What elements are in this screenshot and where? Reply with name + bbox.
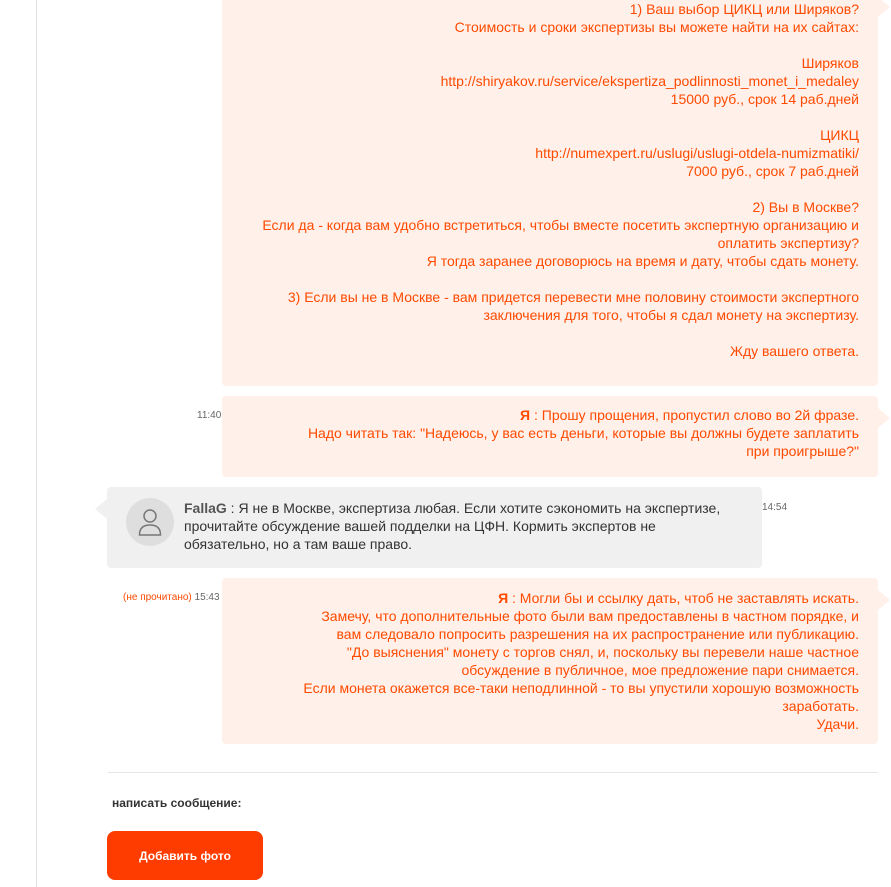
message-line: ЦИКЦ (820, 127, 859, 143)
message-line: обсуждение в публичное, мое предложение пари снимается. (461, 662, 859, 678)
left-column-border (36, 0, 37, 887)
message-bubble-other (107, 487, 762, 568)
message-blank-line (222, 324, 859, 342)
avatar[interactable] (126, 498, 174, 546)
message-line: Жду вашего ответа. (730, 343, 859, 359)
message-author: FallaG (184, 500, 227, 516)
message-line: Удачи. (816, 716, 859, 732)
message-text (184, 517, 762, 553)
message-first-line: Я : Могли бы и ссылку дать, чтоб не заставлять искать. (498, 590, 859, 606)
user-silhouette-icon (138, 508, 162, 536)
message-text (222, 607, 859, 733)
message-blank-line (222, 270, 859, 288)
message-time: 15:43 (194, 592, 220, 603)
message-status-time (123, 592, 220, 603)
message-line: 7000 руб., срок 7 раб.дней (686, 163, 859, 179)
message-line: прочитайте обсуждение вашей подделки на ЦФН. Кормить экспертов не (184, 518, 656, 534)
message-line: Стоимость и сроки экспертизы вы можете найти на их сайтах: (454, 19, 859, 35)
message-line: Я тогда заранее договорюсь на время и дату, чтобы сдать монету. (426, 253, 859, 269)
message-line: Ширяков (801, 55, 859, 71)
message-author: Я (520, 407, 531, 423)
message-blank-line (222, 180, 859, 198)
message-line: заработать. (782, 698, 859, 714)
message-line: "До выяснения" монету с торгов снял, и, поскольку вы перевели наше частное (346, 644, 859, 660)
message-line: 2) Вы в Москве? (752, 199, 859, 215)
message-line: Если да - когда вам удобно встретиться, чтобы вместе посетить экспертную организацию и (262, 217, 859, 233)
message-line: обязательно, но а там ваше право. (184, 536, 413, 552)
message-line: заключения для того, чтобы я сдал монету на экспертизу. (483, 307, 859, 323)
message-bubble-own (222, 396, 878, 477)
message-text (222, 424, 859, 460)
message-text (222, 0, 859, 360)
add-photo-button[interactable]: Добавить фото (107, 831, 263, 880)
message-line: вам следовало попросить разрешения на их распространение или публикацию. (336, 626, 859, 642)
message-line: оплатить экспертизу? (717, 235, 859, 251)
message-line: 1) Ваш выбор ЦИКЦ или Ширяков? (629, 1, 859, 17)
message-line: http://shiryakov.ru/service/ekspertiza_podlinnosti_monet_i_medaley (440, 73, 859, 89)
message-bubble-own (222, 578, 878, 744)
message-time: 14:54 (762, 502, 788, 513)
message-line: Замечу, что дополнительные фото были вам предоставлены в частном порядке, и (321, 608, 859, 624)
message-line: при проигрыше?" (746, 443, 859, 459)
compose-label: написать сообщение: (112, 796, 242, 810)
message-line: 15000 руб., срок 14 раб.дней (670, 91, 859, 107)
message-bubble-own (222, 0, 878, 386)
message-line: Надо читать так: "Надеюсь, у вас есть деньги, которые вы должны будете заплатить (307, 425, 859, 441)
message-line: 3) Если вы не в Москве - вам придется перевести мне половину стоимости экспертного (287, 289, 859, 305)
message-first-line: FallaG : Я не в Москве, экспертиза любая. Если хотите сэкономить на экспертизе, (184, 500, 721, 516)
message-author: Я (498, 590, 509, 606)
message-blank-line (222, 108, 859, 126)
compose-divider (108, 772, 878, 773)
message-blank-line (222, 36, 859, 54)
unread-status: (не прочитано) (123, 592, 192, 603)
message-first-line: Я : Прошу прощения, пропустил слово во 2й фразе. (520, 407, 859, 423)
message-line: http://numexpert.ru/uslugi/uslugi-otdela-numizmatiki/ (535, 145, 859, 161)
message-time: 11:40 (197, 410, 222, 421)
message-line: Если монета окажется все-таки неподлинной - то вы упустили хорошую возможность (303, 680, 859, 696)
